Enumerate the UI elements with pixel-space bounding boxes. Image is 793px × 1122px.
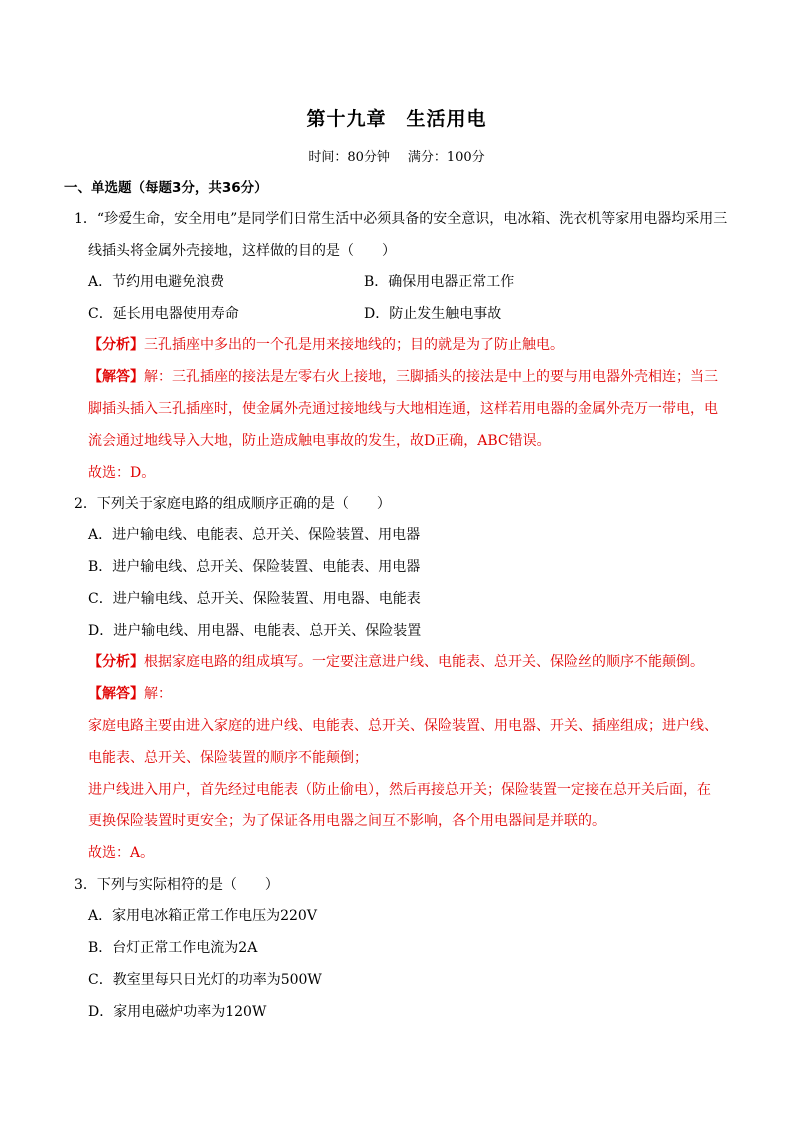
q1-stem-line2: 线插头将金属外壳接地，这样做的目的是（ ）: [88, 243, 396, 259]
q1-answer-line1: [88, 368, 718, 386]
q2-option-d: D．进户输电线、用电器、电能表、总开关、保险装置: [88, 623, 422, 639]
q2-option-a: A．进户输电线、电能表、总开关、保险装置、用电器: [88, 527, 421, 543]
q3-option-d: D．家用电磁炉功率为120W: [88, 1004, 267, 1020]
q2-option-c: C．进户输电线、总开关、保险装置、用电器、电能表: [88, 591, 421, 607]
q1-answer-tag: 【解答】: [88, 369, 144, 385]
q3-option-b: B．台灯正常工作电流为2A: [88, 940, 258, 956]
q2-option-b: B．进户输电线、总开关、保险装置、电能表、用电器: [88, 559, 421, 575]
exam-score: 满分：100分: [407, 150, 485, 165]
q2-answer-head: [88, 685, 172, 703]
q1-analysis-text: 三孔插座中多出的一个孔是用来接地线的；目的就是为了防止触电。: [144, 337, 564, 353]
q1-option-b: B．确保用电器正常工作: [364, 274, 515, 290]
q2-analysis-tag: 【分析】: [88, 654, 144, 670]
exam-info: [0, 146, 793, 165]
page-title: 第十九章 生活用电: [306, 108, 487, 130]
section-heading: 一、单选题（每题3分，共36分）: [64, 180, 268, 196]
q1-choice: 故选：D。: [88, 465, 156, 481]
q1-analysis: [88, 336, 564, 354]
q2-answer-head-text: 解：: [144, 686, 172, 702]
q1-answer-line2: 脚插头插入三孔插座时，使金属外壳通过接地线与大地相连通，这样若用电器的金属外壳万一带电，电: [88, 401, 718, 417]
q1-option-c: C．延长用电器使用寿命: [88, 306, 239, 322]
q1-stem-line1: 1．“珍爱生命，安全用电”是同学们日常生活中必须具备的安全意识，电冰箱、洗衣机等家用电器均采用三: [74, 211, 728, 227]
q3-option-a: A．家用电冰箱正常工作电压为220V: [88, 908, 317, 924]
q2-answer-line4: 更换保险装置时更安全；为了保证各用电器之间互不影响，各个用电器间是并联的。: [88, 813, 606, 829]
exam-time: 时间：80分钟: [308, 150, 390, 165]
q1-answer-line3: 流会通过地线导入大地，防止造成触电事故的发生，故D正确，ABC错误。: [88, 433, 551, 449]
q3-option-c: C．教室里每只日光灯的功率为500W: [88, 972, 322, 988]
q2-answer-tag: 【解答】: [88, 686, 144, 702]
q2-choice: 故选：A。: [88, 845, 155, 861]
q1-option-d: D．防止发生触电事故: [364, 306, 502, 322]
q2-analysis-text: 根据家庭电路的组成填写。一定要注意进户线、电能表、总开关、保险丝的顺序不能颠倒。: [144, 654, 704, 670]
q2-answer-line3: 进户线进入用户，首先经过电能表（防止偷电），然后再接总开关；保险装置一定接在总开关后面，在: [88, 782, 711, 798]
q2-stem: 2．下列关于家庭电路的组成顺序正确的是（ ）: [74, 496, 391, 512]
q3-stem: 3．下列与实际相符的是（ ）: [74, 877, 279, 893]
q1-answer-text1: 解：三孔插座的接法是左零右火上接地，三脚插头的接法是中上的要与用电器外壳相连；当三: [144, 369, 718, 385]
q1-option-a: A．节约用电避免浪费: [88, 274, 225, 290]
q2-analysis: [88, 653, 704, 671]
q2-answer-line1: 家庭电路主要由进入家庭的进户线、电能表、总开关、保险装置、用电器、开关、插座组成；进户线、: [88, 718, 718, 734]
q1-analysis-tag: 【分析】: [88, 337, 144, 353]
q2-answer-line2: 电能表、总开关、保险装置的顺序不能颠倒；: [88, 750, 368, 766]
